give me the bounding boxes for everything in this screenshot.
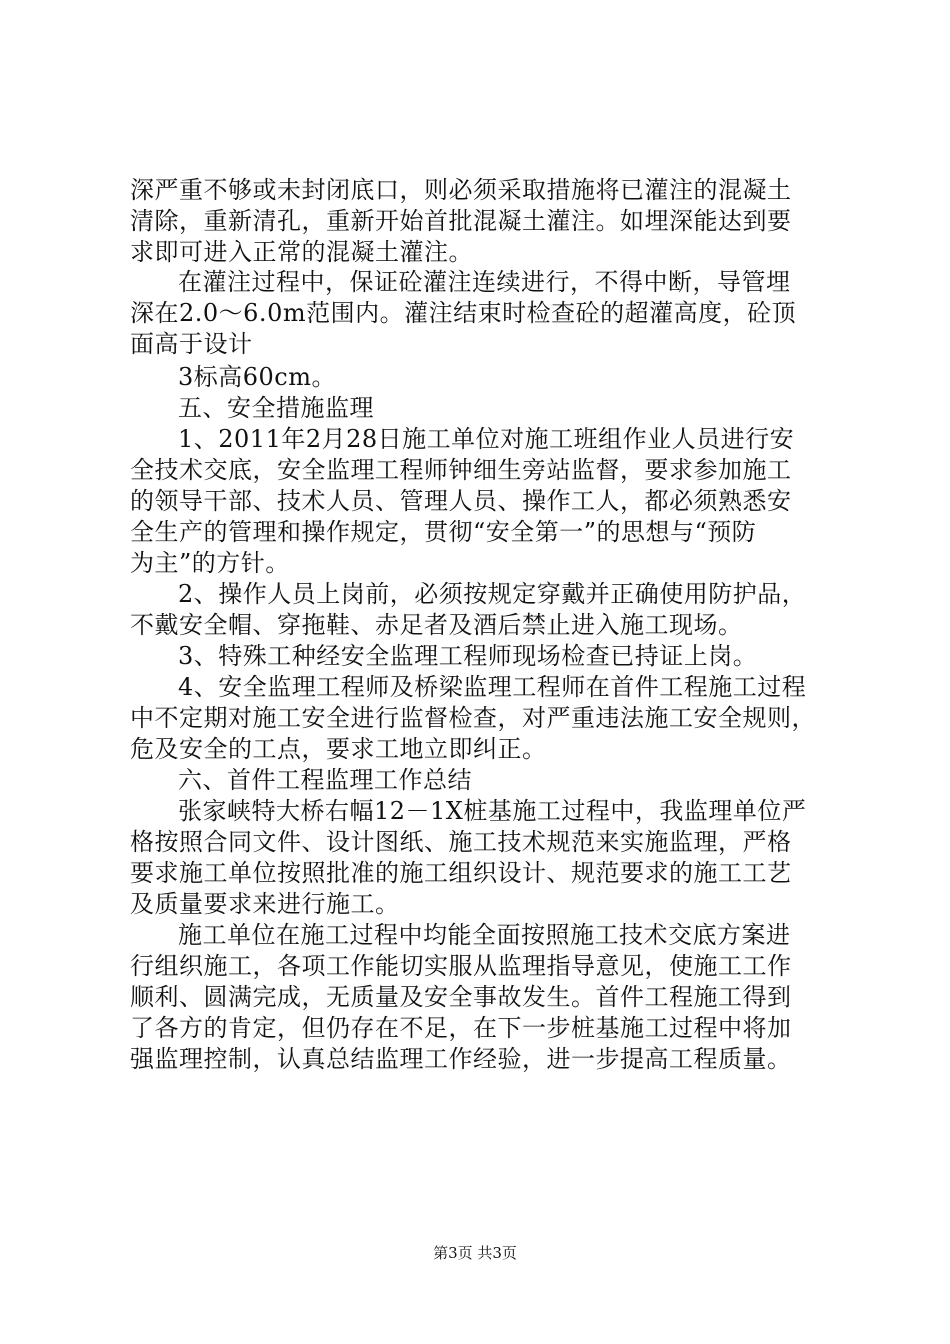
text-line: 全技术交底，安全监理工程师钟细生旁站监督，要求参加施工 [130,456,792,484]
text-line: 求即可进入正常的混凝土灌注。 [130,238,473,266]
text-line: 施工单位在施工过程中均能全面按照施工技术交底方案进 [178,921,791,949]
text-line: 1、2011年2月28日施工单位对施工班组作业人员进行安 [178,425,795,453]
section-heading: 五、安全措施监理 [178,394,374,422]
text-line: 强监理控制，认真总结监理工作经验，进一步提高工程质量。 [130,1045,792,1073]
text-line: 中不定期对施工安全进行监督检查，对严重违法施工安全规则， [130,704,816,732]
text-line: 4、安全监理工程师及桥梁监理工程师在首件工程施工过程 [178,673,807,701]
text-line: 面高于设计 [130,330,253,358]
text-line: 为主”的方针。 [130,549,290,577]
text-line: 深在2.0～6.0m范围内。灌注结束时检查砼的超灌高度，砼顶 [130,299,797,327]
text-line: 3标高60cm。 [178,363,337,391]
text-line: 全生产的管理和操作规定，贯彻“安全第一”的思想与“预防 [130,518,757,546]
text-line: 危及安全的工点，要求工地立即纠正。 [130,735,547,763]
text-line: 要求施工单位按照批准的施工组织设计、规范要求的施工工艺 [130,859,792,887]
text-line: 不戴安全帽、穿拖鞋、赤足者及酒后禁止进入施工现场。 [130,611,743,639]
text-line: 行组织施工，各项工作能切实服从监理指导意见，使施工工作 [130,952,792,980]
text-line: 2、操作人员上岗前，必须按规定穿戴并正确使用防护品， [178,580,807,608]
text-line: 顺利、圆满完成，无质量及安全事故发生。首件工程施工得到 [130,983,792,1011]
text-line: 了各方的肯定，但仍存在不足，在下一步桩基施工过程中将加 [130,1014,792,1042]
text-line: 的领导干部、技术人员、管理人员、操作工人，都必须熟悉安 [130,487,792,515]
text-line: 及质量要求来进行施工。 [130,890,400,918]
text-line: 格按照合同文件、设计图纸、施工技术规范来实施监理，严格 [130,828,792,856]
text-line: 张家峡特大桥右幅12－1X桩基施工过程中，我监理单位严 [178,797,807,825]
text-line: 清除，重新清孔，重新开始首批混凝土灌注。如埋深能达到要 [130,207,792,235]
text-line: 深严重不够或未封闭底口，则必须采取措施将已灌注的混凝土 [130,176,792,204]
text-line: 在灌注过程中，保证砼灌注连续进行，不得中断，导管埋 [178,268,791,296]
page-number-footer: 第3页 共3页 [433,1244,517,1262]
section-heading: 六、首件工程监理工作总结 [178,766,472,794]
text-line: 3、特殊工种经安全监理工程师现场检查已持证上岗。 [178,642,758,670]
